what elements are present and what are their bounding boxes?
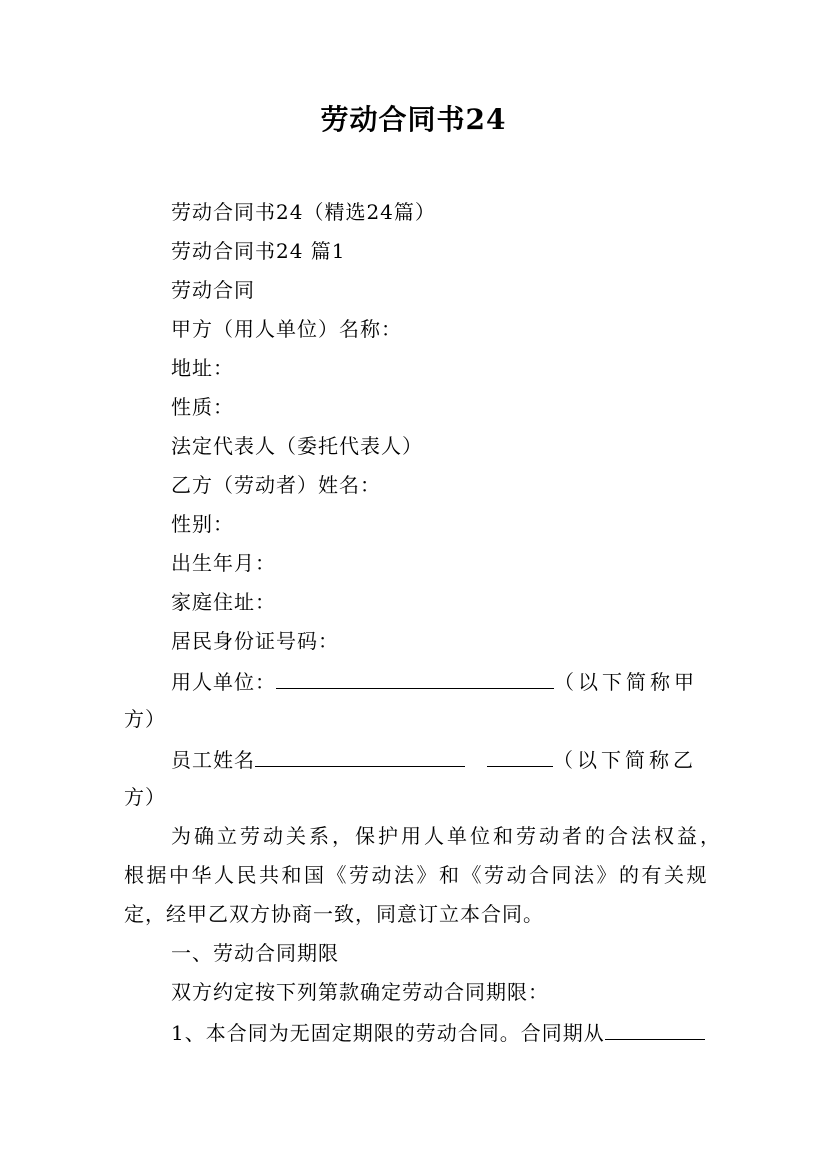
employer-blank [276,666,554,689]
heading-line: 劳动合同 [171,278,255,302]
address-line: 地址： [171,356,234,380]
nature-line: 性质： [171,395,234,419]
gender-line: 性别： [171,512,234,536]
employer-suffix: （以下简称甲 [554,670,698,694]
employee-line [171,744,697,774]
party-b-line: 乙方（劳动者）姓名： [171,473,381,497]
employee-label: 员工姓名 [171,748,255,772]
document-title: 劳动合同书24 [320,103,507,136]
employer-line [171,666,698,696]
clause1-item1-text: 1、本合同为无固定期限的劳动合同。合同期从 [171,1021,605,1045]
section-line: 劳动合同书24 篇1 [171,239,346,263]
employer-label: 用人单位： [171,670,276,694]
para1-line3: 定，经甲乙双方协商一致，同意订立本合同。 [124,902,544,926]
clause1-text: 双方约定按下列第款确定劳动合同期限： [171,980,549,1004]
employer-wrap-line: 方） [124,707,166,731]
para1-line1: 为确立劳动关系，保护用人单位和劳动者的合法权益， [171,824,723,848]
home-address-line: 家庭住址： [171,590,276,614]
clause1-heading: 一、劳动合同期限 [171,941,339,965]
party-a-line: 甲方（用人单位）名称： [171,317,402,341]
birth-line: 出生年月： [171,551,276,575]
employee-blank-1 [255,744,465,767]
employee-suffix: （以下简称乙 [553,748,697,772]
subtitle-line: 劳动合同书24（精选24篇） [171,200,436,224]
id-number-line: 居民身份证号码： [171,629,339,653]
clause1-item1 [171,1017,705,1047]
legal-rep-line: 法定代表人（委托代表人） [171,434,423,458]
para1-line2: 根据中华人民共和国《劳动法》和《劳动合同法》的有关规 [124,863,709,887]
employee-blank-2 [487,744,553,767]
contract-start-blank [605,1017,705,1040]
employee-wrap-line: 方） [124,785,166,809]
